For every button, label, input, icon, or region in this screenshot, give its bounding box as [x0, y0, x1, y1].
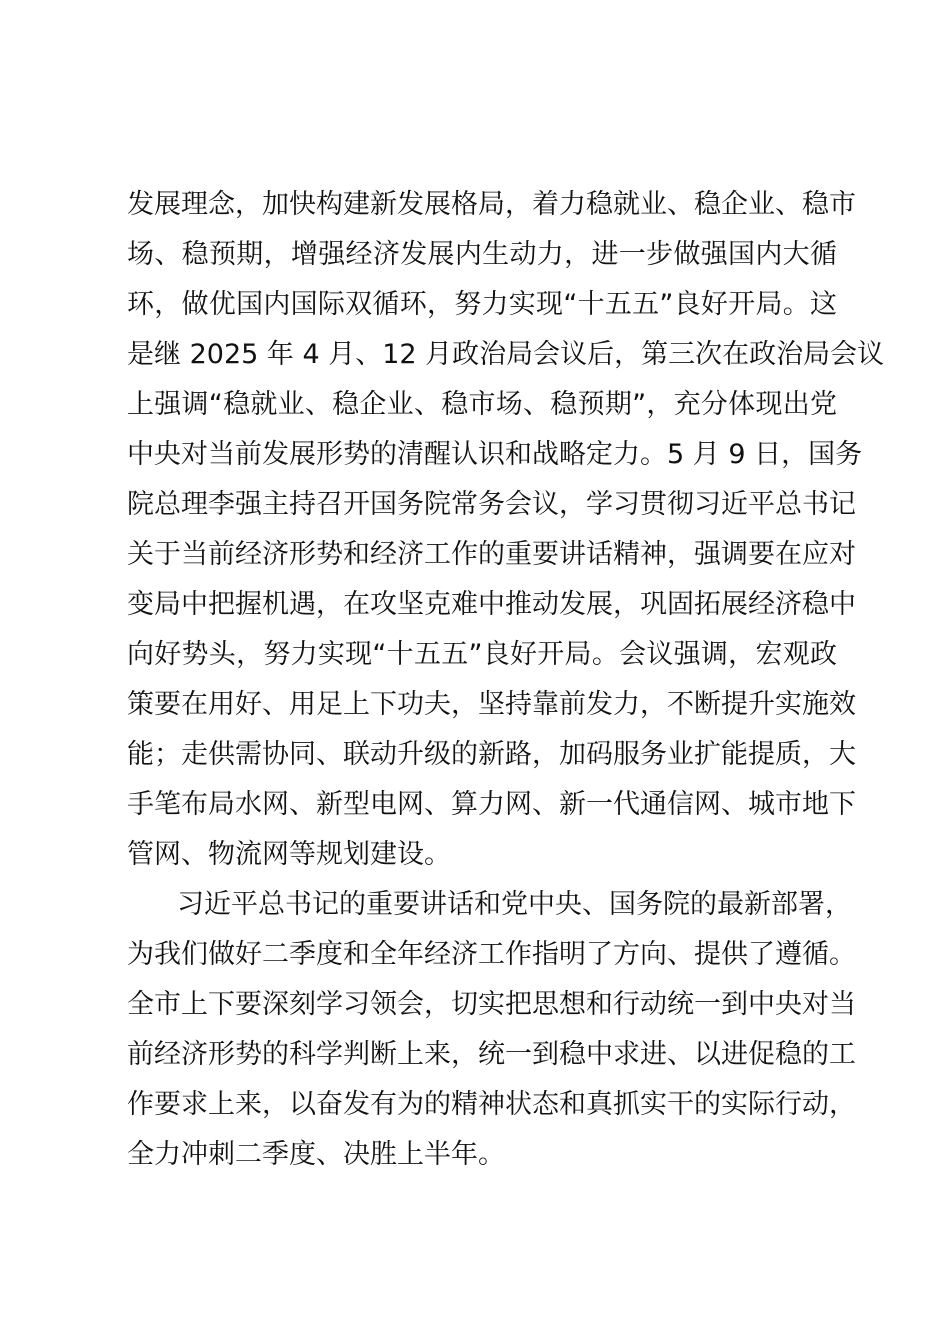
text-line: 管网、物流网等规划建设。 — [127, 839, 451, 870]
text-line: 策要在用好、用足上下功夫，坚持靠前发力，不断提升实施效 — [127, 689, 856, 720]
text-line: 作要求上来，以奋发有为的精神状态和真抓实干的实际行动， — [127, 1089, 856, 1120]
text-line: 是继 2025 年 4 月、12 月政治局会议后，第三次在政治局会议 — [127, 339, 885, 370]
text-line: 向好势头，努力实现“十五五”良好开局。会议强调，宏观政 — [127, 639, 837, 670]
text-line: 为我们做好二季度和全年经济工作指明了方向、提供了遵循。 — [127, 939, 856, 970]
text-line: 手笔布局水网、新型电网、算力网、新一代通信网、城市地下 — [127, 789, 856, 820]
text-line: 能；走供需协同、联动升级的新路，加码服务业扩能提质，大 — [127, 739, 856, 770]
text-line: 前经济形势的科学判断上来，统一到稳中求进、以进促稳的工 — [127, 1039, 856, 1070]
text-line: 关于当前经济形势和经济工作的重要讲话精神，强调要在应对 — [127, 539, 856, 570]
document-body — [127, 180, 885, 1180]
paragraph-2 — [127, 880, 856, 1180]
text-line: 场、稳预期，增强经济发展内生动力，进一步做强国内大循 — [127, 239, 837, 270]
text-line: 全市上下要深刻学习领会，切实把思想和行动统一到中央对当 — [127, 989, 856, 1020]
text-line: 上强调“稳就业、稳企业、稳市场、稳预期”，充分体现出党 — [127, 389, 837, 420]
text-line: 变局中把握机遇，在攻坚克难中推动发展，巩固拓展经济稳中 — [127, 589, 856, 620]
text-line: 院总理李强主持召开国务院常务会议，学习贯彻习近平总书记 — [127, 489, 856, 520]
text-line: 发展理念，加快构建新发展格局，着力稳就业、稳企业、稳市 — [127, 189, 856, 220]
text-line: 中央对当前发展形势的清醒认识和战略定力。5 月 9 日，国务 — [127, 439, 863, 470]
text-line: 全力冲刺二季度、决胜上半年。 — [127, 1139, 505, 1170]
text-line: 环，做优国内国际双循环，努力实现“十五五”良好开局。这 — [127, 289, 837, 320]
text-line: 习近平总书记的重要讲话和党中央、国务院的最新部署， — [177, 889, 852, 920]
paragraph-1 — [127, 180, 885, 880]
